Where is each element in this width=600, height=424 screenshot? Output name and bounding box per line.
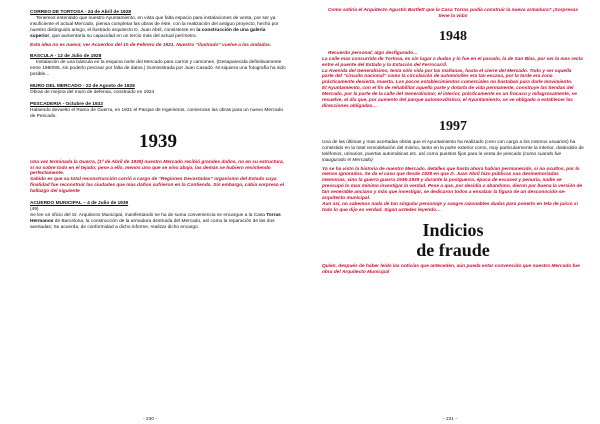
section-heading-muro: MURO DEL MERCADO - 22 de Agosto de 1928 (30, 84, 135, 90)
section-heading-bascula: BASCULA - 12 de Julio de 1928 (30, 54, 102, 60)
body-text: , que aumentaría su capacidad en un tercio más del actual perímetro. (49, 33, 197, 39)
body-italic: (como cuando fue inaugurado el Mercado) (322, 151, 562, 163)
acuerdo-number: (49) (30, 206, 39, 212)
year-1939-note: Una vez terminada la Guerra, (1º de Abril de 1939) nuestro Mercado recibió grandes daños, no en su estructura, sí no sobre todo en el tejado; pese a ello, menos uno que se vino abajo, las demás se hubiero resistiendo perfectamente. Sabido es que su total reconstrucción corrió a cargo de “Regiones Devastadas” organismo del Estado cuya finalidad fue reconstruir las ciudades que mas daños sufrieron en la Contienda. Sin embargo, cabía sorpresa el hallazgo del siguiente (30, 159, 285, 195)
body-text: Una de las últimas y mas acertadas obras que el Ayuntamiento ha realizado (creo con cargo a los mismos usuarios) ha consistido en la total remodelación del mismo, tanto en la parte exterior como, muy particularmente la interior, dotándolo de teléfonos, urinarios, puertas automáticas etc. así como puestos fijos para la venta de pescado (322, 139, 584, 157)
section-body-correo (30, 16, 286, 40)
right-page (300, 0, 600, 424)
indicios-title (322, 220, 584, 260)
body-bold: la construcción de una galería superior (30, 27, 266, 39)
page-number-right: - 231 - (443, 417, 457, 422)
year-heading-1939: 1939 (139, 130, 177, 152)
recuerdo-personal-text: Recuerdo personal; algo desfigurado… La calle mas concurrida de Tortosa, es sin lugar a dudas y lo fue en el pasado, la de San Blas, por ser la mas recta entre el puente del Estado y la Estación del Ferrocarril. La Avenida del Generalísimo, tenía sólo vida por las mañanas, hasta el cierre del Mercado. Todo y ser aquella parte del “circuito nacional” como la circulación de automóviles era tan escasa, por la tarde era zona prácticamente desierta, muerta. Los pocos establecimientos comerciales no bastaban para darle movimiento. El Ayuntamiento, con el fin de rehabilitar aquella parte y dotarla de vida permanente, construye las tiendas del Mercado, por la parte de la calle del Generalísimo; el interior, prácticamente es un fracaso y milagrosamente, se resuelve, el día que, por aumento del parque automovilístico, el Ayuntamiento, se ve obligado a establecer las direcciones obligadas… (322, 50, 583, 109)
section-heading-pescaderia: PESCADERIA - Octubre de 1933 (30, 101, 103, 107)
body-text: Tenemos entendido que nuestro Ayuntamiento, en vista que falta espacio para instalaciones de venta, por ser ya insuficiente el actual Mercado, piensa completar las obras de éste, con la realización del antiguo proyecto, hecho por nuestro distinguido amigo, el ilustrado arquitecto D. Juan Abril, consistente en (30, 15, 279, 33)
body-text: de Barcelona, la construcción de la armadura destruida del Mercado, así como la reparación de las dos averiadas; Se acuerda, de conformidad a dicho informe, realizar dicho encargo. (30, 218, 275, 230)
title-line-2: de fraude (416, 239, 490, 260)
acuerdo-body (30, 213, 286, 231)
title-line-1: Indicios (422, 219, 484, 240)
historia-text: Ya se ha visto la historia de nuestro Mercado, detalles que hasta ahora habían permanecido, sí no ocultos, por lo menos ignorados. Se da el caso que desde 1928 en que D. Juan Abril hizo públicas sus desmemoriadas memorias, vino la guerra guerra 1936-1939 y durante la postguerra, época de escasez y penuria, nadie se preocupó lo mas mínimo investigar la verdad. Pese a que, por desidia o abandono, dieron por buena la versión de tan venerable anciano y más que investigar, se dedicaron todos a ensalzar la figura de un desconocido-se-arquitecto municipal. Aun así, no sabemos nada de tan singular personaje y sangre razonables dudas para ponerlo en tela de juicio si todo lo que dijo es verdad. Sigan ustedes leyendo… (322, 166, 583, 213)
remodelacion-text (322, 140, 584, 164)
section-body-muro: Obras de mejora del muro de defensa, construido en 1924 (30, 89, 155, 95)
closing-text: Quien, después de haber leído las noticias que anteceden, aún pueda estar convencido que nuestro Mercado fue obra del Arquitecto Municipal (322, 263, 580, 275)
body-bold: Torras Hermanos (30, 212, 281, 224)
body-text: Se lee un oficio del Sr. Arquitecto Municipal, manifestando se ha de suma conveniencia se encargue a la Casa (30, 212, 267, 218)
section-body-pescaderia: Habiendo devuelto el Ramo de Guerra, en 1931 el Parque de Ingenieros, comienzan las obras para un nuevo Mercado de Pescado. (30, 107, 284, 119)
year-heading-1948: 1948 (439, 28, 467, 44)
page-number-left: - 230 - (143, 417, 157, 422)
editorial-note: Esta idea no es nueva; ver Acuerdos del 10 de Febrero de 1921. Nuestro “ilustrado” vuelve a las andadas. (30, 42, 272, 48)
section-heading-correo: CORREO DE TORTOSA - 24 de Abril de 1928 (30, 10, 132, 15)
section-body-bascula: Instalación de una báscula en la esquina norte del Mercado para carros y camiones. (Desaparecida definitivamente entre 1980/85, sin poderlo precisar por falta de datos.) Suministrada por Juan Casadó. Ni siquiera una fotografía ha sido posible... (30, 60, 286, 78)
year-heading-1997: 1997 (439, 118, 467, 134)
acuerdo-heading: ACUERDO MUNICIPAL – 4 de Julio de 1939 (30, 201, 129, 207)
intro-question: Como satiría el Arquitecto Agustín Bartlett que la Casa Torras podía construir la nueva armadura? ¡Sorpresas tiene la vida! (327, 8, 579, 19)
